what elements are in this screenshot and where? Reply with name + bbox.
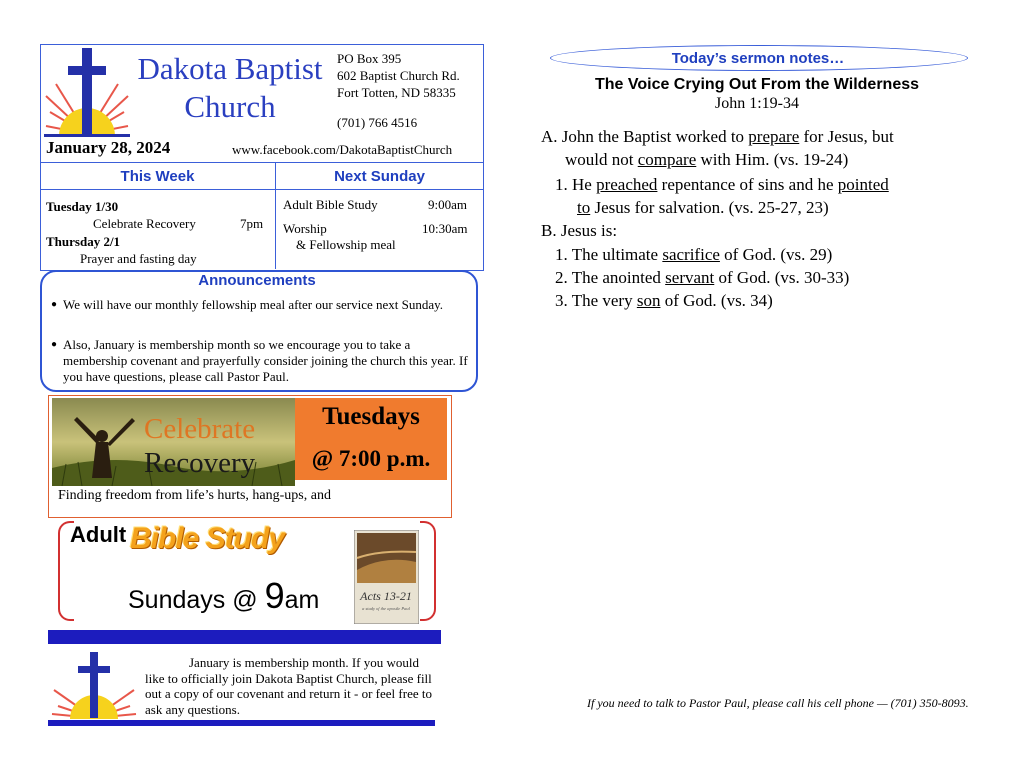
membership-note: January is membership month. If you would like to officially join Dakota Baptist Church, please fill out a copy of our covenant and return it - or feel free to ask any questions.	[145, 655, 432, 717]
church-address: PO Box 395 602 Baptist Church Rd. Fort Totten, ND 58335	[337, 51, 460, 100]
next-sunday-item2: Worship	[283, 221, 327, 236]
church-name: Dakota Baptist Church	[137, 51, 323, 124]
book-title: Acts 13-21	[360, 589, 412, 603]
bible-study-adult: Adult	[70, 522, 127, 547]
sermon-reference: John 1:19-34	[715, 95, 799, 112]
bullet-icon: ●	[51, 299, 58, 310]
next-sunday-time1: 9:00am	[428, 197, 467, 212]
sermon-point-b2: 2. The anointed servant of God. (vs. 30-33)	[555, 268, 850, 287]
bible-study-when: Sundays @ 9am	[128, 575, 320, 616]
sermon-point-a-cont: would not compare with Him. (vs. 19-24)	[565, 150, 849, 169]
this-week-time1: 7pm	[240, 216, 264, 231]
this-week-heading: This Week	[120, 168, 195, 185]
sermon-point-a1-cont: to Jesus for salvation. (vs. 25-27, 23)	[577, 198, 829, 217]
next-sunday-heading: Next Sunday	[334, 168, 425, 185]
celebrate-recovery-time: @ 7:00 p.m.	[311, 446, 431, 471]
cross-sunrise-logo	[44, 46, 130, 138]
this-week-day2: Thursday 2/1	[46, 234, 121, 249]
sermon-point-b1: 1. The ultimate sacrifice of God. (vs. 29)	[555, 245, 833, 264]
announcement-item: ● We will have our monthly fellowship meal after our service next Sunday.	[51, 297, 444, 312]
divider	[40, 189, 484, 190]
facebook-link[interactable]: www.facebook.com/DakotaBaptistChurch	[232, 142, 453, 157]
bracket-right	[420, 521, 436, 621]
blue-bar	[48, 720, 435, 726]
acts-book-cover	[354, 530, 419, 624]
announcement-item: ● Also, January is membership month so we encourage you to take a membership covenant and prayerfully consider joining the church this year. If you have questions, please call Pastor Paul.	[51, 337, 468, 384]
blue-bar	[48, 630, 441, 644]
celebrate-recovery-banner	[52, 398, 295, 486]
celebrate-recovery-day: Tuesdays	[322, 403, 420, 430]
next-sunday-item1: Adult Bible Study	[283, 197, 378, 212]
recovery-word: Recovery	[144, 447, 256, 479]
bible-study-title: Bible Study	[130, 522, 285, 555]
book-subtitle: a study of the apostle Paul	[362, 606, 410, 611]
sermon-point-b: B. Jesus is:	[541, 221, 618, 240]
this-week-event1: Celebrate Recovery	[93, 216, 196, 231]
celebrate-word: Celebrate	[144, 413, 256, 445]
announcements-title: Announcements	[198, 272, 316, 289]
sermon-notes-title: Today’s sermon notes…	[671, 50, 845, 67]
this-week-day1: Tuesday 1/30	[46, 199, 119, 214]
sermon-title: The Voice Crying Out From the Wilderness	[594, 76, 920, 93]
bullet-icon: ●	[51, 339, 58, 350]
sermon-point-a: A. John the Baptist worked to prepare for Jesus, but	[541, 127, 894, 146]
next-sunday-item2b: & Fellowship meal	[296, 237, 396, 252]
church-phone: (701) 766 4516	[337, 115, 418, 130]
sermon-point-a1: 1. He preached repentance of sins and he pointed	[555, 175, 889, 194]
divider	[40, 162, 484, 163]
cross-sunrise-logo	[50, 650, 138, 720]
pastor-contact-note: If you need to talk to Pastor Paul, please call his cell phone — (701) 350-8093.	[587, 696, 969, 710]
sermon-point-b3: 3. The very son of God. (vs. 34)	[555, 291, 773, 310]
bulletin-date: January 28, 2024	[46, 138, 171, 157]
celebrate-recovery-tagline: Finding freedom from life’s hurts, hang-ups, and	[58, 488, 331, 503]
this-week-event2: Prayer and fasting day	[80, 251, 197, 266]
next-sunday-time2: 10:30am	[422, 221, 468, 236]
